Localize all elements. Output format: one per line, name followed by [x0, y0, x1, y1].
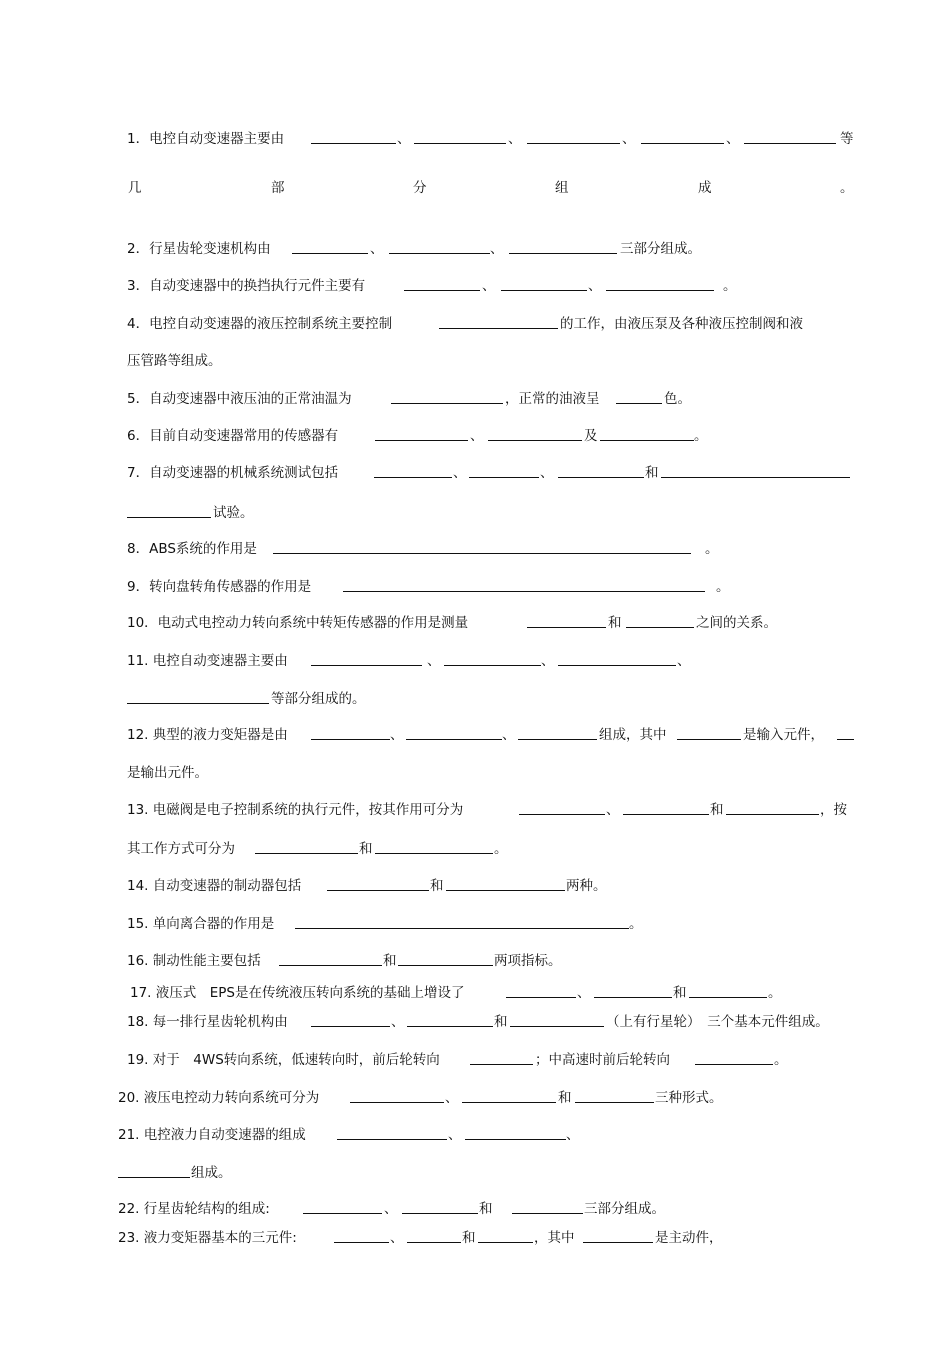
separator: 、 — [677, 653, 691, 669]
question-text: 23. 液力变矩器基本的三元件: — [118, 1230, 297, 1246]
answer-blank[interactable] — [623, 814, 709, 815]
question-text: 。 — [705, 541, 719, 557]
question-12 — [0, 724, 950, 746]
answer-blank[interactable] — [575, 1102, 654, 1103]
question-text: 成 — [698, 180, 712, 196]
separator: 、 — [541, 653, 555, 669]
question-1 — [0, 128, 950, 150]
question-text: 18. 每一排行星齿轮机构由 — [127, 1014, 288, 1030]
answer-blank[interactable] — [404, 290, 480, 291]
question-text: 分 — [413, 180, 427, 196]
question-text: 。 — [494, 841, 508, 857]
answer-blank[interactable] — [527, 627, 606, 628]
separator: 、 — [427, 653, 441, 669]
question-text: 12. 典型的液力变矩器是由 — [127, 727, 288, 743]
question-13 — [0, 799, 950, 821]
answer-blank[interactable] — [279, 965, 382, 966]
question-18 — [0, 1011, 950, 1033]
question-16 — [0, 950, 950, 972]
answer-blank[interactable] — [311, 665, 422, 666]
question-text: 。 — [716, 579, 730, 595]
question-13-continuation — [0, 838, 950, 860]
question-text: 两种。 — [566, 878, 607, 894]
question-text: 其工作方式可分为 — [127, 841, 235, 857]
answer-blank[interactable] — [558, 665, 676, 666]
answer-blank[interactable] — [501, 290, 587, 291]
question-10 — [0, 612, 950, 634]
question-text: 几 — [128, 180, 142, 196]
question-text: 15. 单向离合器的作用是 — [127, 916, 275, 932]
answer-blank[interactable] — [470, 1064, 533, 1065]
question-text: ；中高速时前后轮转向 — [535, 1052, 670, 1068]
answer-blank[interactable] — [509, 253, 617, 254]
separator: 、 — [384, 1201, 398, 1217]
question-text: 14. 自动变速器的制动器包括 — [127, 878, 302, 894]
separator: 、 — [390, 727, 404, 743]
separator: 、 — [502, 727, 516, 743]
answer-blank[interactable] — [446, 890, 565, 891]
answer-blank[interactable] — [510, 1026, 604, 1027]
answer-blank[interactable] — [311, 739, 390, 740]
question-text: 是输出元件。 — [127, 765, 208, 781]
question-text: 10．电动式电控动力转向系统中转矩传感器的作用是测量 — [127, 615, 469, 631]
question-text: 22. 行星齿轮结构的组成: — [118, 1201, 270, 1217]
question-text: 20. 液压电控动力转向系统可分为 — [118, 1090, 320, 1106]
question-text: 21. 电控液力自动变速器的组成 — [118, 1127, 306, 1143]
question-12-continuation — [0, 762, 950, 784]
answer-blank[interactable] — [118, 1177, 190, 1178]
question-text: 组 — [555, 180, 569, 196]
separator: 、 — [566, 1127, 580, 1143]
question-text: 部 — [271, 180, 285, 196]
answer-blank[interactable] — [744, 143, 836, 144]
separator: 、 — [508, 131, 522, 147]
answer-blank[interactable] — [616, 403, 662, 404]
answer-blank[interactable] — [527, 143, 620, 144]
question-text: 。 — [629, 916, 643, 932]
separator: 、 — [482, 278, 496, 294]
separator: 和 — [645, 465, 659, 481]
question-text: 19. 对于 4WS转向系统，低速转向时，前后轮转向 — [127, 1052, 440, 1068]
question-20 — [0, 1087, 950, 1109]
answer-blank[interactable] — [661, 477, 850, 478]
answer-blank[interactable] — [594, 997, 672, 998]
question-text: 17. 液压式 EPS是在传统液压转向系统的基础上增设了 — [130, 985, 465, 1001]
answer-blank[interactable] — [391, 403, 503, 404]
question-text: 。 — [840, 180, 854, 196]
separator: 和 — [462, 1230, 476, 1246]
answer-blank[interactable] — [641, 143, 724, 144]
question-text: 3．自动变速器中的换挡执行元件主要有 — [127, 278, 366, 294]
answer-blank[interactable] — [506, 997, 576, 998]
question-11-continuation — [0, 688, 950, 710]
answer-blank[interactable] — [600, 440, 694, 441]
separator: 、 — [370, 241, 384, 257]
question-text: 。 — [774, 1052, 788, 1068]
question-17 — [0, 982, 950, 1004]
separator: 、 — [470, 428, 484, 444]
separator: 、 — [540, 465, 554, 481]
answer-blank[interactable] — [519, 814, 605, 815]
question-text: 压管路等组成。 — [127, 353, 222, 369]
answer-blank[interactable] — [273, 553, 691, 554]
question-text: 9．转向盘转角传感器的作用是 — [127, 579, 312, 595]
question-21 — [0, 1124, 950, 1146]
answer-blank[interactable] — [334, 1242, 389, 1243]
question-text: 。 — [768, 985, 782, 1001]
question-text: 组成，其中 — [599, 727, 667, 743]
question-text: 等部分组成的。 — [271, 691, 366, 707]
answer-blank[interactable] — [375, 440, 468, 441]
question-text: 2．行星齿轮变速机构由 — [127, 241, 271, 257]
question-15 — [0, 913, 950, 935]
answer-blank[interactable] — [478, 1242, 533, 1243]
answer-blank[interactable] — [583, 1242, 653, 1243]
question-text: （上有行星轮） 三个基本元件组成。 — [606, 1014, 829, 1030]
question-text: 色。 — [664, 391, 691, 407]
answer-blank[interactable] — [375, 853, 493, 854]
answer-blank[interactable] — [374, 477, 452, 478]
answer-blank[interactable] — [677, 739, 741, 740]
separator: 、 — [622, 131, 636, 147]
question-text: 之间的关系。 — [696, 615, 777, 631]
question-11 — [0, 650, 950, 672]
question-21-continuation — [0, 1162, 950, 1184]
answer-blank[interactable] — [488, 440, 582, 441]
answer-blank[interactable] — [439, 328, 558, 329]
separator: 和 — [494, 1014, 508, 1030]
question-7-continuation — [0, 502, 950, 524]
separator: 、 — [726, 131, 740, 147]
question-4 — [0, 313, 950, 335]
answer-blank[interactable] — [255, 853, 358, 854]
separator: 、 — [588, 278, 602, 294]
separator: 、 — [391, 1014, 405, 1030]
separator: 、 — [445, 1090, 459, 1106]
question-4-continuation — [0, 350, 950, 372]
answer-blank[interactable] — [292, 253, 368, 254]
separator: 、 — [490, 241, 504, 257]
answer-blank[interactable] — [465, 1139, 566, 1140]
question-22 — [0, 1198, 950, 1220]
question-text: 16. 制动性能主要包括 — [127, 953, 261, 969]
question-2 — [0, 238, 950, 260]
separator: 和 — [608, 615, 622, 631]
answer-blank[interactable] — [402, 1213, 478, 1214]
question-text: 的工作，由液压泵及各种液压控制阀和液 — [560, 316, 803, 332]
answer-blank[interactable] — [518, 739, 597, 740]
separator: 和 — [359, 841, 373, 857]
question-text: 三部分组成。 — [584, 1201, 665, 1217]
answer-blank[interactable] — [295, 928, 629, 929]
separator: 、 — [453, 465, 467, 481]
question-text: 6．目前自动变速器常用的传感器有 — [127, 428, 339, 444]
answer-blank[interactable] — [350, 1102, 444, 1103]
separator: 和 — [383, 953, 397, 969]
answer-blank[interactable] — [512, 1213, 583, 1214]
answer-blank[interactable] — [327, 890, 429, 891]
answer-blank[interactable] — [626, 627, 694, 628]
separator: 、 — [577, 985, 591, 1001]
question-text: 是主动件， — [655, 1230, 723, 1246]
answer-blank[interactable] — [389, 253, 490, 254]
separator: 、 — [448, 1127, 462, 1143]
separator: 、 — [390, 1230, 404, 1246]
answer-blank[interactable] — [398, 965, 493, 966]
question-text: ，按 — [820, 802, 847, 818]
question-text: 三部分组成。 — [620, 241, 701, 257]
separator: 、 — [606, 802, 620, 818]
answer-blank[interactable] — [406, 739, 502, 740]
separator: 和 — [479, 1201, 493, 1217]
answer-blank[interactable] — [414, 143, 506, 144]
question-3 — [0, 275, 950, 297]
answer-blank[interactable] — [726, 814, 819, 815]
question-9 — [0, 576, 950, 598]
answer-blank[interactable] — [127, 517, 211, 518]
question-23 — [0, 1227, 950, 1249]
separator: 和 — [710, 802, 724, 818]
answer-blank[interactable] — [558, 477, 644, 478]
question-1-continuation — [0, 177, 950, 199]
question-text: 。 — [694, 428, 708, 444]
question-6 — [0, 425, 950, 447]
answer-blank[interactable] — [462, 1102, 556, 1103]
question-text: 7．自动变速器的机械系统测试包括 — [127, 465, 339, 481]
question-text: 三种形式。 — [655, 1090, 723, 1106]
question-text: 13. 电磁阀是电子控制系统的执行元件，按其作用可分为 — [127, 802, 464, 818]
separator: 和 — [673, 985, 687, 1001]
answer-blank[interactable] — [127, 703, 269, 704]
question-8 — [0, 538, 950, 560]
question-text: 4．电控自动变速器的液压控制系统主要控制 — [127, 316, 393, 332]
answer-blank[interactable] — [407, 1026, 493, 1027]
answer-blank[interactable] — [837, 739, 854, 740]
answer-blank[interactable] — [606, 290, 714, 291]
question-text: ，正常的油液呈 — [505, 391, 600, 407]
answer-blank[interactable] — [444, 665, 541, 666]
question-text: 5．自动变速器中液压油的正常油温为 — [127, 391, 352, 407]
question-text: 11. 电控自动变速器主要由 — [127, 653, 288, 669]
question-19 — [0, 1049, 950, 1071]
separator: 及 — [584, 428, 598, 444]
question-text: 等 — [840, 131, 854, 147]
question-text: ，其中 — [534, 1230, 575, 1246]
question-text: 。 — [723, 278, 737, 294]
answer-blank[interactable] — [311, 143, 396, 144]
question-text: 组成。 — [191, 1165, 232, 1181]
question-5 — [0, 388, 950, 410]
answer-blank[interactable] — [311, 1026, 390, 1027]
question-7 — [0, 462, 950, 484]
question-text: 8．ABS系统的作用是 — [127, 541, 257, 557]
separator: 、 — [397, 131, 411, 147]
separator: 和 — [558, 1090, 572, 1106]
answer-blank[interactable] — [695, 1064, 773, 1065]
answer-blank[interactable] — [407, 1242, 461, 1243]
question-text: 是输入元件， — [743, 727, 824, 743]
answer-blank[interactable] — [689, 997, 767, 998]
question-text: 1．电控自动变速器主要由 — [127, 131, 285, 147]
question-text: 两项指标。 — [494, 953, 562, 969]
answer-blank[interactable] — [343, 591, 705, 592]
question-text: 试验。 — [213, 505, 254, 521]
answer-blank[interactable] — [337, 1139, 447, 1140]
separator: 和 — [430, 878, 444, 894]
question-14 — [0, 875, 950, 897]
answer-blank[interactable] — [303, 1213, 382, 1214]
answer-blank[interactable] — [469, 477, 539, 478]
